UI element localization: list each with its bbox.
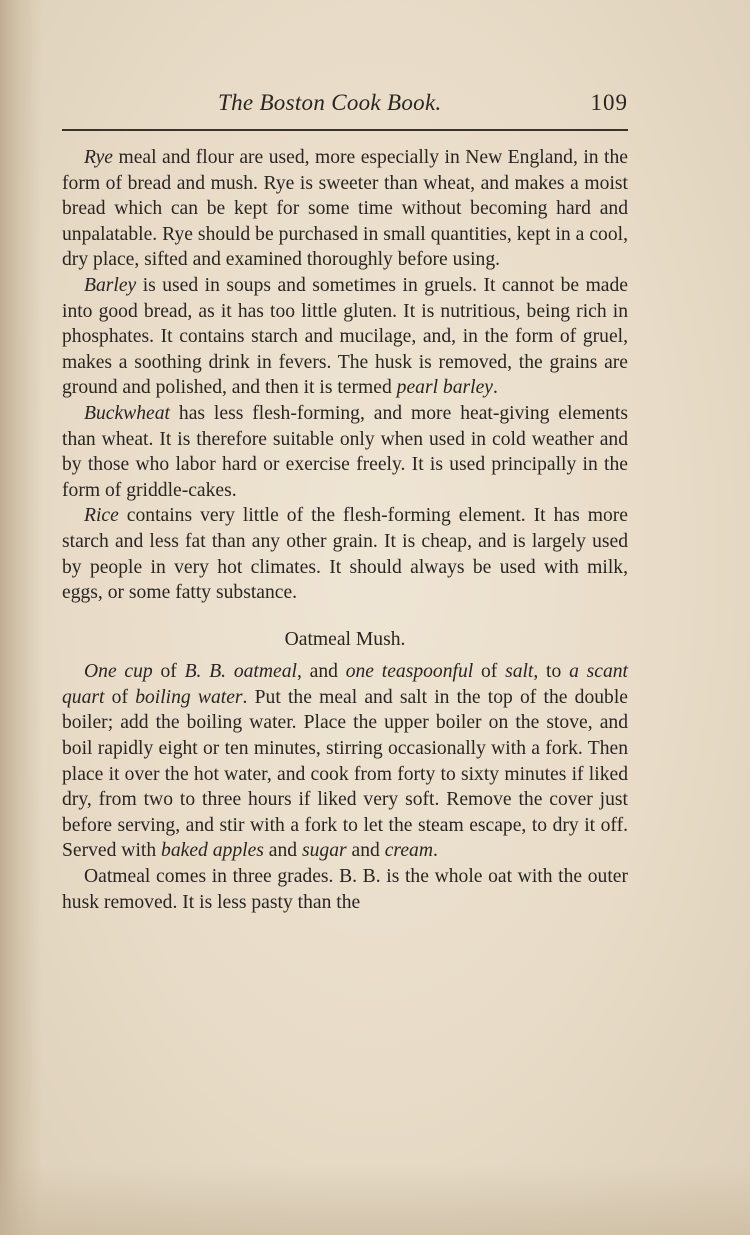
text-segment: , and	[296, 661, 346, 683]
body-text	[62, 145, 628, 915]
paragraph-rice-text: contains very little of the flesh-forming element. It has more starch and less fat than any other grain. It is cheap, and is largely used by people in very hot climates. It should always be used with milk, eggs, or some fatty substance.	[62, 505, 628, 604]
term-rice: Rice	[84, 505, 119, 527]
paragraph-buckwheat	[62, 401, 628, 503]
page-edge-shadow	[0, 0, 42, 1235]
text-segment: and	[263, 840, 302, 862]
text-segment: of	[473, 661, 506, 683]
qty-teaspoonful: one teaspoonful	[345, 661, 474, 683]
term-barley: Barley	[84, 274, 137, 296]
paragraph-barley-end: .	[493, 377, 498, 399]
recipe-title: Oatmeal Mush.	[284, 628, 406, 650]
ingredient-baked-apples: baked apples	[161, 840, 264, 862]
page-bottom-shadow	[0, 1165, 750, 1235]
text-segment: of	[104, 686, 136, 708]
text-segment: and	[346, 840, 385, 862]
text-segment: of	[152, 661, 185, 683]
text-segment: . Put the meal and salt in the top of the double boiler; add the boiling water. Place the upper boiler on the stove, and boil rapidly eight or ten minutes, stirring occasionally with a fork. Then place it over the hot water, and cook from forty to sixty minutes if liked dry, from two to three hours if liked very soft. Remove the cover just before serving, and stir with a fork to let the steam escape, to dry it off. Served with	[62, 686, 628, 862]
term-buckwheat: Buckwheat	[84, 402, 170, 424]
paragraph-rye	[62, 145, 628, 273]
running-head	[62, 86, 628, 122]
ingredient-oatmeal: B. B. oatmeal	[184, 661, 297, 683]
ingredient-boiling-water: boiling water	[135, 686, 243, 708]
qty-one-cup: One cup	[84, 661, 153, 683]
header-rule	[62, 129, 628, 131]
paragraph-rice	[62, 503, 628, 605]
paragraph-barley-text: is used in soups and sometimes in gruels. It cannot be made into good bread, as it has too little gluten. It is nutritious, being rich in phosphates. It contains starch and mucilage, and, in the form of gruel, makes a soothing drink in fevers. The husk is removed, the grains are ground and polished, and then it is termed	[62, 274, 628, 399]
term-rye: Rye	[84, 147, 114, 168]
ingredient-sugar: sugar	[301, 840, 347, 862]
paragraph-rye-text: meal and flour are used, more especially in New England, in the form of bread and mush. Rye is sweeter than wheat, and makes a moist bread which can be kept for some time without becoming hard and unpalatable. Rye should be purchased in small quantities, kept in a cool, dry place, sifted and examined thoroughly before using.	[62, 147, 628, 271]
text-segment: , to	[533, 661, 570, 683]
ingredient-cream: cream	[384, 840, 433, 862]
term-pearl-barley: pearl barley	[396, 377, 493, 399]
text-segment: .	[432, 840, 438, 862]
paragraph-barley	[62, 273, 628, 401]
qty-scant-quart: a scant quart	[62, 661, 628, 708]
recipe-note: Oatmeal comes in three grades. B. B. is the whole oat with the outer husk removed. It is less pasty than the	[62, 866, 628, 913]
paragraph-buckwheat-text: has less flesh-forming, and more heat-giving elements than wheat. It is therefore suitable only when used in cold weather and by those who labor hard or exercise freely. It is used principally in the form of griddle-cakes.	[62, 402, 628, 501]
recipe-instructions	[62, 659, 628, 864]
ingredient-salt: salt	[505, 661, 534, 683]
running-head-title: The Boston Cook Book.	[218, 90, 442, 115]
page-number: 109	[590, 90, 628, 115]
